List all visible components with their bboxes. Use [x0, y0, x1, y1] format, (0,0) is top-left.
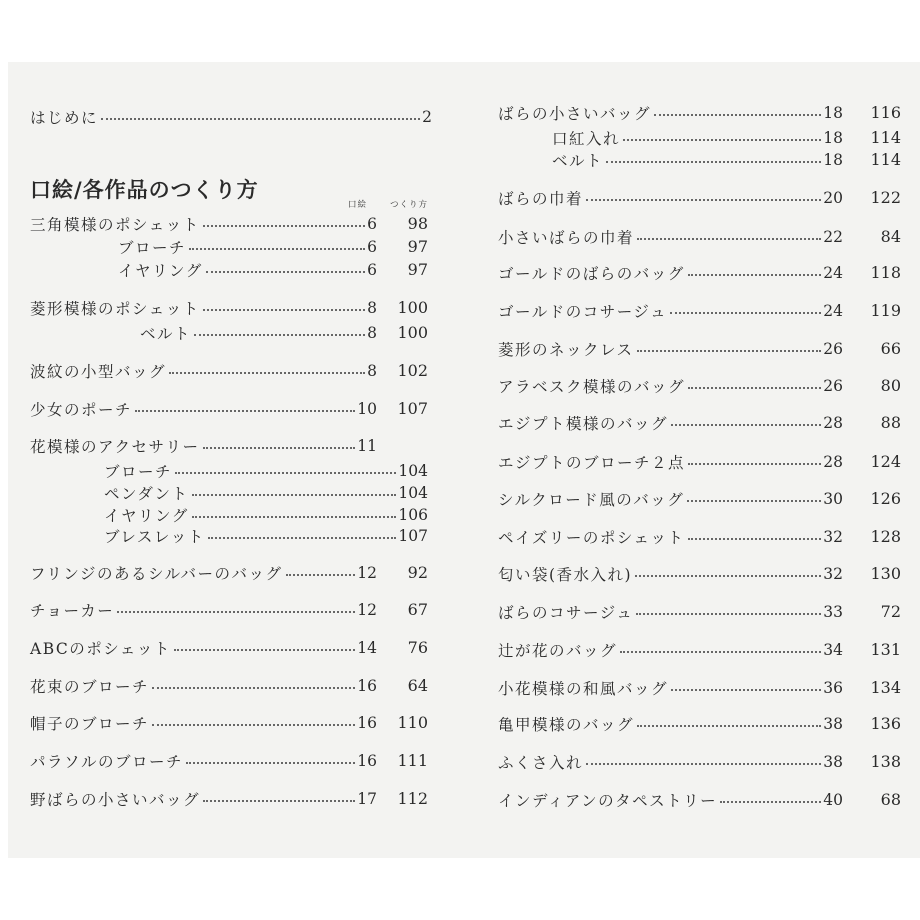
toc-entry	[30, 562, 377, 584]
toc-entry-make-page: 136	[870, 714, 901, 733]
toc-entry-label: 菱形のネックレス	[498, 341, 634, 359]
toc-entry	[140, 322, 377, 344]
toc-entry	[30, 398, 377, 420]
toc-entry-label: 花束のブローチ	[30, 678, 150, 696]
toc-entry-make-page: 106	[398, 506, 428, 524]
leader-dots	[688, 463, 821, 465]
toc-entry-label: ブローチ	[118, 239, 187, 257]
toc-entry-make-page: 122	[870, 188, 901, 207]
toc-intro-label: はじめに	[30, 109, 99, 127]
toc-entry-photo-page: 11	[357, 437, 377, 455]
leader-dots	[186, 762, 355, 764]
toc-entry-label: チョーカー	[30, 602, 115, 620]
leader-dots	[174, 649, 355, 651]
toc-entry	[118, 236, 377, 258]
leader-dots	[586, 763, 821, 765]
toc-entry-label: ベルト	[552, 152, 604, 170]
toc-entry	[498, 226, 843, 248]
leader-dots	[688, 274, 822, 276]
toc-entry-label: エジプトのブローチ２点	[498, 454, 686, 472]
toc-entry-make-page: 92	[407, 563, 428, 582]
toc-entry-label: 小さいばらの巾着	[498, 229, 635, 247]
toc-entry	[498, 789, 843, 811]
leader-dots	[635, 575, 821, 577]
toc-entry-label: 匂い袋(香水入れ)	[498, 566, 633, 584]
leader-dots	[637, 725, 821, 727]
toc-entry-photo-page: 18	[823, 129, 843, 147]
toc-entry-photo-page: 33	[823, 603, 843, 621]
toc-entry	[498, 187, 843, 209]
column-label-kuchie: 口絵	[348, 200, 368, 210]
toc-entry-make-page: 100	[397, 298, 428, 317]
toc-entry-make-page: 114	[870, 150, 901, 169]
toc-entry	[104, 504, 428, 526]
toc-entry-make-page: 80	[880, 376, 901, 395]
toc-entry	[30, 360, 377, 382]
toc-entry-make-page: 107	[397, 399, 428, 418]
toc-entry	[30, 750, 377, 772]
toc-entry	[498, 751, 843, 773]
toc-entry-photo-page: 36	[823, 679, 843, 697]
toc-entry-make-page: 67	[407, 600, 428, 619]
toc-entry-label: 野ばらの小さいバッグ	[30, 791, 201, 809]
toc-entry-label: ブレスレット	[104, 528, 205, 546]
toc-entry-label: エジプト模様のバッグ	[498, 415, 669, 433]
toc-entry-make-page: 88	[880, 413, 901, 432]
toc-entry	[552, 149, 843, 171]
toc-entry-make-page: 128	[870, 527, 901, 546]
leader-dots	[192, 494, 397, 496]
toc-entry-photo-page: 38	[823, 753, 843, 771]
toc-entry	[104, 482, 428, 504]
toc-entry-photo-page: 24	[823, 302, 843, 320]
toc-entry	[498, 300, 843, 322]
toc-entry-photo-page: 8	[367, 324, 377, 342]
toc-entry-photo-page: 30	[823, 490, 843, 508]
leader-dots	[203, 447, 356, 449]
toc-entry-label: 辻が花のバッグ	[498, 642, 618, 660]
toc-entry-label: アラベスク模様のバッグ	[498, 378, 686, 396]
toc-entry-photo-page: 12	[357, 564, 377, 582]
toc-entry	[104, 525, 428, 547]
leader-dots	[101, 118, 420, 120]
toc-entry-photo-page: 6	[367, 238, 377, 256]
leader-dots	[720, 801, 821, 803]
toc-entry-photo-page: 26	[823, 377, 843, 395]
toc-entry-label: ばらのコサージュ	[498, 604, 634, 622]
toc-entry-label: ペンダント	[104, 485, 189, 503]
toc-entry-photo-page: 24	[823, 264, 843, 282]
toc-entry-make-page: 130	[870, 564, 901, 583]
toc-entry-photo-page: 22	[823, 228, 843, 246]
toc-entry-make-page: 66	[880, 339, 901, 358]
toc-entry-label: 波紋の小型バッグ	[30, 363, 167, 381]
toc-entry	[498, 713, 843, 735]
toc-intro	[30, 106, 432, 128]
toc-entry-photo-page: 17	[357, 790, 377, 808]
toc-entry-photo-page: 8	[367, 362, 377, 380]
toc-entry-photo-page: 34	[823, 641, 843, 659]
leader-dots	[286, 574, 356, 576]
leader-dots	[586, 199, 821, 201]
toc-entry-make-page: 138	[870, 752, 901, 771]
leader-dots	[206, 271, 365, 273]
leader-dots	[623, 139, 821, 141]
toc-entry-label: ペイズリーのポシェット	[498, 529, 685, 547]
toc-entry-label: シルクロード風のバッグ	[498, 491, 685, 509]
toc-entry-label: 口紅入れ	[552, 130, 621, 148]
leader-dots	[169, 372, 365, 374]
toc-entry-make-page: 102	[397, 361, 428, 380]
toc-entry-label: ベルト	[140, 325, 192, 343]
leader-dots	[135, 410, 355, 412]
toc-entry-label: 小花模様の和風バッグ	[498, 680, 669, 698]
leader-dots	[637, 238, 821, 240]
toc-entry-make-page: 104	[398, 462, 428, 480]
toc-entry-label: イヤリング	[104, 507, 189, 525]
toc-entry	[498, 102, 843, 124]
toc-entry-label: ばらの小さいバッグ	[498, 105, 652, 123]
toc-entry-make-page: 134	[870, 678, 901, 697]
toc-entry-photo-page: 26	[823, 340, 843, 358]
toc-entry-label: 花模様のアクセサリー	[30, 438, 200, 456]
book-page	[8, 62, 920, 858]
toc-entry-photo-page: 6	[367, 261, 377, 279]
toc-entry-photo-page: 40	[823, 791, 843, 809]
toc-entry-make-page: 126	[870, 489, 901, 508]
toc-entry	[30, 599, 377, 621]
leader-dots	[688, 387, 821, 389]
toc-entry-make-page: 118	[870, 263, 901, 282]
toc-entry-photo-page: 16	[357, 677, 377, 695]
leader-dots	[606, 161, 821, 163]
leader-dots	[175, 472, 396, 474]
toc-entry-label: インディアンのタペストリー	[498, 792, 718, 810]
toc-intro-page: 2	[422, 108, 432, 126]
toc-entry	[498, 488, 843, 510]
leader-dots	[152, 687, 355, 689]
toc-entry-label: ふくさ入れ	[498, 754, 584, 772]
leader-dots	[636, 613, 821, 615]
leader-dots	[620, 651, 821, 653]
toc-entry-label: ばらの巾着	[498, 190, 584, 208]
leader-dots	[194, 334, 365, 336]
column-label-tsukurikata: つくり方	[390, 200, 429, 210]
leader-dots	[688, 538, 822, 540]
toc-entry-make-page: 104	[398, 484, 428, 502]
toc-entry-make-page: 97	[407, 260, 428, 279]
toc-entry-photo-page: 18	[823, 151, 843, 169]
leader-dots	[208, 537, 397, 539]
toc-entry	[498, 677, 843, 699]
leader-dots	[671, 689, 821, 691]
toc-entry	[498, 639, 843, 661]
toc-entry-make-page: 111	[397, 751, 428, 770]
toc-entry-label: フリンジのあるシルバーのバッグ	[30, 565, 283, 583]
toc-entry	[30, 788, 377, 810]
leader-dots	[654, 114, 821, 116]
toc-entry-label: 菱形模様のポシェット	[30, 300, 200, 318]
toc-entry-label: 帽子のブローチ	[30, 715, 150, 733]
toc-entry	[498, 526, 843, 548]
leader-dots	[203, 225, 365, 227]
toc-entry-photo-page: 28	[823, 414, 843, 432]
leader-dots	[152, 724, 355, 726]
toc-entry	[498, 451, 843, 473]
toc-entry-make-page: 97	[407, 237, 428, 256]
toc-entry-make-page: 76	[407, 638, 428, 657]
toc-entry-photo-page: 12	[357, 601, 377, 619]
toc-entry-make-page: 100	[397, 323, 428, 342]
leader-dots	[189, 248, 365, 250]
toc-entry-make-page: 84	[880, 227, 901, 246]
toc-entry	[30, 435, 377, 457]
leader-dots	[687, 500, 821, 502]
toc-entry	[118, 259, 377, 281]
toc-entry-photo-page: 32	[823, 528, 843, 546]
toc-entry-make-page: 119	[870, 301, 901, 320]
toc-entry-photo-page: 10	[357, 400, 377, 418]
leader-dots	[637, 350, 822, 352]
toc-entry	[30, 637, 377, 659]
toc-entry-label: ABCのポシェット	[30, 640, 171, 658]
toc-entry-make-page: 131	[870, 640, 901, 659]
toc-entry-photo-page: 38	[823, 715, 843, 733]
toc-entry-label: 亀甲模様のバッグ	[498, 716, 635, 734]
toc-entry-label: ゴールドのばらのバッグ	[498, 265, 685, 283]
toc-entry	[498, 375, 843, 397]
toc-entry-make-page: 116	[870, 103, 901, 122]
toc-entry-photo-page: 6	[367, 215, 377, 233]
toc-entry-photo-page: 8	[367, 299, 377, 317]
leader-dots	[117, 611, 355, 613]
leader-dots	[203, 800, 355, 802]
toc-entry-make-page: 112	[397, 789, 428, 808]
toc-entry-photo-page: 18	[823, 104, 843, 122]
leader-dots	[671, 424, 821, 426]
toc-entry	[498, 262, 843, 284]
leader-dots	[670, 312, 821, 314]
toc-entry	[498, 601, 843, 623]
toc-entry	[498, 338, 843, 360]
toc-entry-make-page: 72	[880, 602, 901, 621]
toc-entry-label: 少女のポーチ	[30, 401, 133, 419]
toc-entry-make-page: 114	[870, 128, 901, 147]
toc-entry-label: ブローチ	[104, 463, 173, 481]
leader-dots	[192, 516, 397, 518]
toc-entry-label: ゴールドのコサージュ	[498, 303, 668, 321]
toc-entry	[498, 412, 843, 434]
leader-dots	[203, 309, 365, 311]
toc-entry-photo-page: 16	[357, 714, 377, 732]
toc-entry-photo-page: 20	[823, 189, 843, 207]
toc-entry-make-page: 98	[407, 214, 428, 233]
toc-entry	[30, 712, 377, 734]
toc-entry-label: 三角模様のポシェット	[30, 216, 200, 234]
toc-entry-photo-page: 16	[357, 752, 377, 770]
toc-entry	[30, 297, 377, 319]
toc-entry-make-page: 110	[397, 713, 428, 732]
section-heading: 口絵/各作品のつくり方	[30, 177, 259, 202]
toc-entry-make-page: 107	[398, 527, 428, 545]
toc-entry-make-page: 64	[407, 676, 428, 695]
toc-entry-make-page: 124	[870, 452, 901, 471]
toc-entry-label: パラソルのブローチ	[30, 753, 184, 771]
toc-entry-photo-page: 28	[823, 453, 843, 471]
toc-entry	[30, 213, 377, 235]
toc-entry	[30, 675, 377, 697]
toc-entry	[552, 127, 843, 149]
toc-entry	[104, 460, 428, 482]
toc-entry	[498, 563, 843, 585]
toc-entry-label: イヤリング	[118, 262, 203, 280]
toc-entry-photo-page: 32	[823, 565, 843, 583]
toc-entry-make-page: 68	[880, 790, 901, 809]
toc-entry-photo-page: 14	[357, 639, 377, 657]
